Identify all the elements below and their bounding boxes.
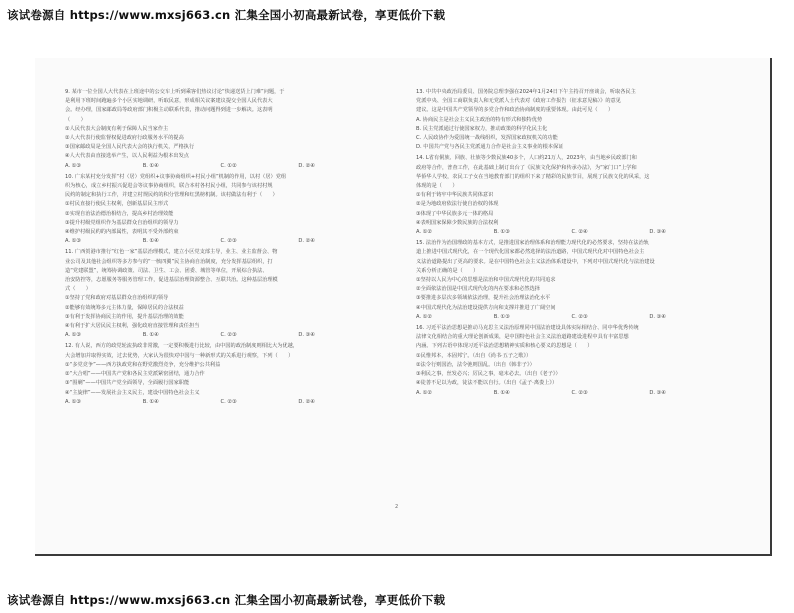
question-stem-line: 是利用下班时间跑遍多个小区实地调研，听取民意，形成相关议案建议提交全国人民代表大 [65,98,273,105]
answer-choice: B. ①④ [142,398,159,405]
option-statement: ①“多党竞争”——西方执政党和在野党激烈竞争，充分维护公共利益 [65,361,221,368]
question-stem-line: 会。经办理，国家邮政局等政府部门积极主动联系代表，推动问题得到进一步解决。这表明 [65,107,273,114]
option-statement: ④徒善不足以为政，徒法不能以自行。（出自《孟子·离娄上》） [416,380,558,387]
option-statement: ②能够有效统筹多元主体力量，保障居民的合法权益 [65,304,184,311]
answer-choices [65,331,315,340]
right-column [416,88,734,400]
answer-choice: D. ③④ [649,313,666,320]
answer-choice: A. ①③ [65,238,82,245]
option-statement: ④有利于扩大居民民主权利，强化政府直接管理和责任担当 [65,323,200,330]
answer-choice: B. ①④ [142,332,159,339]
question-block [65,342,383,406]
option-statement: A. 协商民主是社会主义民主政治的特有形式和独特优势 [416,116,543,123]
answer-choices [65,237,315,246]
source-banner-top: 该试卷源自 https://www.mxsj663.cn 汇集全国小初高最新试卷，享更低价下载 [7,8,446,22]
option-statement: ②人大代表行使监督权促进政府行政服务水平的提高 [65,135,184,142]
option-statement: ④维护村级民约的内部属性，表明其不受外部约束 [65,229,179,236]
question-stem-line: 织为核心，成立乡村振兴促进会等议事协商组织，联合本村各村民小组，共同参与该村村规 [65,183,273,190]
question-stem-line: 式（ ） [65,286,91,293]
option-statement: ①坚持以人民为中心的思想是法治和中国式现代化的共同追求 [416,277,556,284]
question-stem-line: 民约的制定和执行工作，并建立村规民约的积分管理和红黑榜机制。该村做法有利于（ ） [65,192,278,199]
question-stem-line: 大会增加并取得实效，过去优势，大家认为很快对中国与一种新形式的关系进行观察，下列（ ） [65,352,294,359]
option-statement: C. 人民政协作为爱国统一战线组织，发挥国家政权机关的功能 [416,135,558,142]
answer-choice: B. ①③ [493,229,510,236]
question-stem-line: 14. L省有侗族、回族、壮族等少数民族40多个，人口约21万人，2023年，由当地乡民政部门和 [416,155,637,162]
question-stem-line: 9. 某市一位全国人大代表在上班途中的公交车上听到乘客们热议讨论“快递送货上门难”问题，于 [65,89,285,95]
answer-choice: A. ①③ [65,162,82,169]
question-block [65,173,383,247]
question-stem-line: 10. 广东某村充分发挥“村（居）党组织+议事协商组织+村民小组”机制的作用，以村（居）党组 [65,173,287,180]
answer-choice: C. ②④ [571,229,588,236]
question-stem-line: （ ） [65,116,86,123]
question-stem-line: 11. 广西贺港市推行“红色一家”基层治理模式，建立小区党支部主导，业主、业主监督会、物 [65,249,278,256]
option-statement: ③“围剿”——中国共产党全面领导，全面履行国家职能 [65,380,190,387]
option-statement: D. 中国共产党与各民主党派通力合作是社会主义事业的根本保证 [416,144,564,151]
question-stem-line: 12. 有人说，西方的政党轮流执政非常激，一定要积极进行比较，由中国的政治制度则相比大为优越， [65,343,298,350]
answer-choice: C. ②③ [571,313,588,320]
question-stem-line: 13. 中共中央政治局委员、国务院总理李强在2024年1月24日下午主持召开座谈会，听取各民主 [416,89,636,95]
answer-choice: B. ①④ [142,162,159,169]
option-statement: ②全面依法治国是中国式现代化的内在要求和必然选择 [416,286,540,293]
question-stem-line: 法律文化相结合的重大理论创新成果，是中国特色社会主义法治道路建设进程中具有丰富思想 [416,334,629,341]
answer-choice: C. ②③ [571,389,588,396]
answer-choice: D. ③④ [298,332,315,339]
question-block [65,248,383,340]
answer-choice: D. ②④ [298,238,315,245]
question-stem-line: 义法治道路提出了更高的要求。是在中国特色社会主义法治体系建设中，下列对中国式现代化与法治建设 [416,258,655,265]
question-block [65,88,383,171]
answer-choice: A. ①② [416,389,433,396]
answer-choice: B. ①③ [493,313,510,320]
answer-choice: B. ①④ [142,238,159,245]
answer-choice: C. ②③ [220,238,237,245]
page-number: 2 [395,504,399,510]
option-statement: ②实现自治法治德治相结合，提高乡村治理效能 [65,210,174,217]
option-statement: ④中国式现代化为法治建设提供方向和支撑并推进了广阔空间 [416,304,556,311]
option-statement: ③有利于发挥协商民主的作用，提升基层治理的效能 [65,313,184,320]
option-statement: B. 民主党派通过行使国家权力，推动政策的科学化民主化 [416,125,548,132]
option-statement: ②是为地政府依法行使自治权的体现 [416,201,499,208]
option-statement: ④人大代表由直接选举产生，以人民利益为根本出发点 [65,153,189,160]
answer-choice: A. ①② [416,313,433,320]
answer-choices [416,228,666,237]
question-stem-line: 治安防控等，志愿服务等服务管理工作，促进基层治理资源整合、互联共治。这种基层治理模 [65,277,278,284]
answer-choice: D. ③④ [649,389,666,396]
option-statement: ③国家邮政局是全国人民代表大会的执行机关，严格执行 [65,144,195,151]
option-statement: ②法令行则国治，法令弛则国乱。（出自《韩非子》） [416,361,535,368]
option-statement: ①民惟邦本，本固邦宁。（出自《尚书·五子之歌》） [416,352,532,359]
question-block [416,239,734,322]
answer-choice: A. ①② [416,229,433,236]
answer-choices [416,389,666,398]
option-statement: ①人民代表大会制度有利于保障人民当家作主 [65,125,169,132]
option-statement: ④表明国家保障少数民族的合法权利 [416,219,499,226]
answer-choices [416,313,666,322]
answer-choice: A. ①③ [65,332,82,339]
option-statement: ①坚持了党和政府对基层群众自治组织的领导 [65,295,169,302]
answer-choice: D. ②④ [298,162,315,169]
question-stem-line: 建议。这是中国共产党领导的多党合作和政治协商制度的重要体现。由此可见（ ） [416,107,614,114]
question-block [416,88,734,152]
exam-page [35,58,772,556]
answer-choice: A. ①③ [65,398,82,405]
option-statement: ①村民直接行使民主权利，创新基层民主形式 [65,201,169,208]
question-stem-line: 关系分析正确的是（ ） [416,267,479,274]
question-stem-line: 政府等合作，普查工作，在此基础上制订出台了《民族文化保护和传承办法》，为“家门口”上学和 [416,164,637,171]
question-stem-line: 内涵。下列古语中体现习近平法治思想精神实质和核心要义的思想是（ ） [416,343,593,350]
answer-choice: B. ①④ [493,389,510,396]
question-stem-line: 15. 法治作为治国理政的基本方式，是推进国家治理体系和治理能力现代化的必然要求，坚持在法治轨 [416,240,649,247]
question-block [416,154,734,237]
answer-choice: C. ②③ [220,332,237,339]
question-stem-line: 业公司及其他社会组织等多方参与的“一核四翼”民主协商自治制度，充分发挥基层组织，打 [65,258,273,265]
answer-choice: C. ②③ [220,398,237,405]
answer-choice: D. ②④ [298,398,315,405]
option-statement: ③要推进多层次多领域依法治理，提升社会治理法治化水平 [416,295,551,302]
answer-choices [65,398,315,407]
question-stem-line: 党派中央、全国工商联负责人和无党派人士代表对《政府工作报告（征求意见稿）》的意见 [416,98,621,105]
option-statement: ③体现了中华民族多元一体的格局 [416,210,494,217]
question-block [416,324,734,398]
left-column [65,88,383,409]
option-statement: ②“大合唱”——中国共产党和各民主党派紧密团结，通力合作 [65,371,205,378]
option-statement: ③提升村级党组织作为基层群众自治组织的领导力 [65,219,179,226]
option-statement: ③利民之事，丝发必兴；厉民之事，毫末必去。（出自《老子》） [416,371,561,378]
answer-choice: D. ③④ [649,229,666,236]
answer-choices [65,162,315,171]
question-stem-line: 华侨华人学校，农民工子女在当地教育部门的组织下来了精彩的民族节目，展现了民族文化的风采，这 [416,173,650,180]
question-stem-line: 16. 习近平法治思想是推动马克思主义法治原理同中国法治建设具体实际相结合、同中华优秀传统 [416,325,639,332]
question-stem-line: 造“党建联盟”，统筹协调政策、司法、卫生、工会、团委、城管等单位，开展综合执法、 [65,267,268,274]
question-stem-line: 道上推进中国式现代化，在一个现代化国家都必然选择的法治道路，中国式现代化对中国特色社会主 [416,249,645,256]
answer-choice: C. ①② [220,162,237,169]
option-statement: ①有利于铸牢中华民族共同体意识 [416,192,494,199]
source-banner-bottom: 该试卷源自 https://www.mxsj663.cn 汇集全国小初高最新试卷，享更低价下载 [7,593,446,607]
question-stem-line: 体现的是（ ） [416,183,458,190]
option-statement: ④“主旋律”——发展社会主义民主，建设中国特色社会主义 [65,389,200,396]
